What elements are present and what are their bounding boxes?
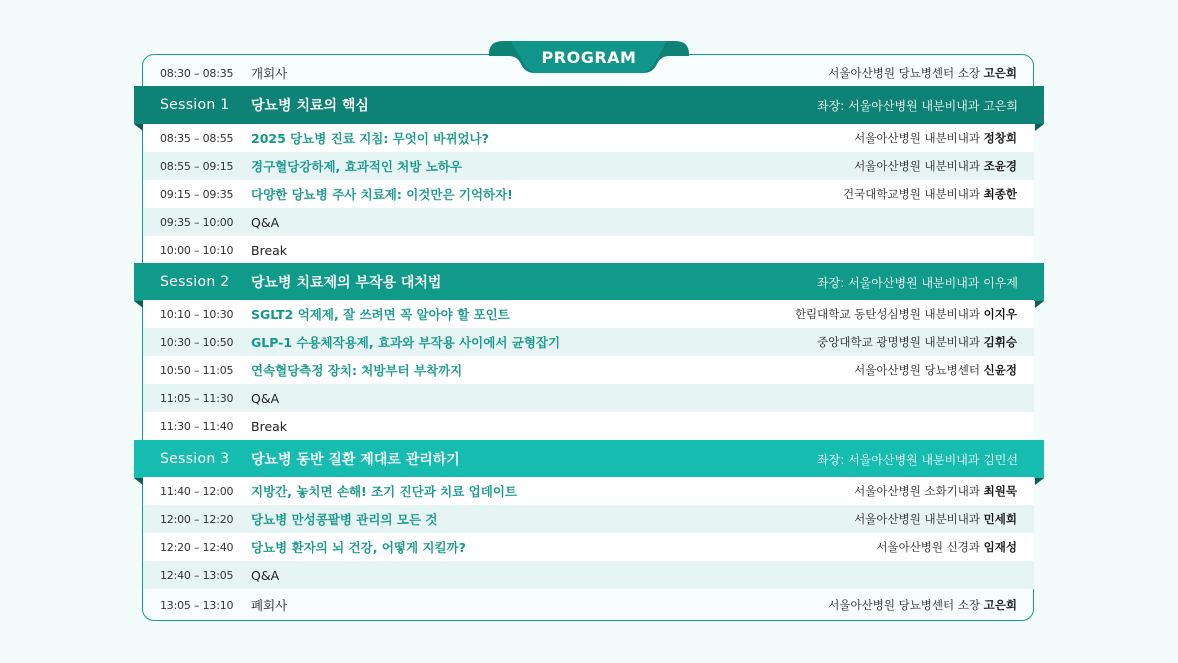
table-row: [143, 236, 1034, 264]
row-title: Break: [251, 418, 288, 434]
ribbon-fold: [1035, 301, 1044, 308]
row-title: Break: [251, 242, 288, 258]
closing-row: [143, 591, 1034, 619]
row-time: 12:00 – 12:20: [160, 512, 234, 526]
row-title: 다양한 당뇨병 주사 치료제: 이것만은 기억하자!: [251, 187, 513, 202]
row-time: 08:30 – 08:35: [160, 66, 234, 80]
program-tab-label: PROGRAM: [541, 48, 637, 67]
row-title: 연속혈당측정 장치: 처방부터 부착까지: [251, 363, 463, 378]
row-time: 13:05 – 13:10: [160, 598, 234, 612]
row-title: 개회사: [251, 66, 288, 81]
table-row: [143, 328, 1034, 356]
session-chair: 좌장: 서울아산병원 내분비내과 고은희: [817, 98, 1018, 113]
table-row: [143, 384, 1034, 412]
table-row: [143, 300, 1034, 328]
ribbon-fold: [134, 124, 143, 131]
table-row: [143, 412, 1034, 440]
ribbon-fold: [134, 478, 143, 485]
row-speaker: 서울아산병원 소화기내과 최원묵: [854, 484, 1017, 498]
row-speaker: 한림대학교 동탄성심병원 내분비내과 이지우: [794, 307, 1017, 321]
table-row: [143, 477, 1034, 505]
table-row: [143, 505, 1034, 533]
row-time: 11:05 – 11:30: [160, 391, 234, 405]
row-title: Q&A: [251, 390, 280, 406]
table-row: [143, 152, 1034, 180]
row-speaker: 서울아산병원 내분비내과 민세희: [854, 512, 1017, 526]
row-time: 09:35 – 10:00: [160, 215, 234, 229]
session-1-header: [134, 86, 1044, 124]
row-title: 당뇨병 만성콩팥병 관리의 모든 것: [251, 512, 438, 527]
row-speaker: 서울아산병원 신경과 임재성: [876, 540, 1017, 554]
table-row: [143, 356, 1034, 384]
row-time: 11:30 – 11:40: [160, 419, 234, 433]
row-title: SGLT2 억제제, 잘 쓰려면 꼭 알아야 할 포인트: [251, 307, 510, 322]
table-row: [143, 561, 1034, 589]
row-title: Q&A: [251, 214, 280, 230]
row-title: Q&A: [251, 567, 280, 583]
row-speaker: 서울아산병원 당뇨병센터 소장 고은희: [828, 598, 1017, 612]
row-speaker: 건국대학교병원 내분비내과 최종한: [843, 187, 1017, 201]
row-speaker: 서울아산병원 당뇨병센터 소장 고은희: [828, 66, 1017, 80]
row-time: 11:40 – 12:00: [160, 484, 234, 498]
session-title: 당뇨병 치료제의 부작용 대처법: [251, 275, 442, 291]
session-chair: 좌장: 서울아산병원 내분비내과 이우제: [817, 275, 1018, 290]
row-speaker: 서울아산병원 내분비내과 조윤경: [854, 159, 1017, 173]
opening-row: [143, 59, 1034, 87]
row-speaker: 서울아산병원 내분비내과 정창희: [854, 131, 1017, 145]
row-time: 10:00 – 10:10: [160, 243, 234, 257]
table-row: [143, 124, 1034, 152]
row-time: 09:15 – 09:35: [160, 187, 234, 201]
row-title: 당뇨병 환자의 뇌 건강, 어떻게 지킬까?: [251, 540, 466, 555]
session-title: 당뇨병 동반 질환 제대로 관리하기: [251, 452, 460, 468]
ribbon-fold: [1035, 478, 1044, 485]
row-time: 12:40 – 13:05: [160, 568, 234, 582]
row-title: 폐회사: [251, 598, 288, 613]
session-title: 당뇨병 치료의 핵심: [251, 98, 369, 114]
row-time: 10:30 – 10:50: [160, 335, 234, 349]
row-title: 지방간, 놓치면 손해! 조기 진단과 치료 업데이트: [251, 484, 517, 499]
ribbon-fold: [1035, 124, 1044, 131]
session-label: Session 2: [160, 274, 230, 290]
session-chair: 좌장: 서울아산병원 내분비내과 김민선: [817, 452, 1018, 467]
row-speaker: 중앙대학교 광명병원 내분비내과 김휘승: [817, 335, 1017, 349]
session-3-header: [134, 440, 1044, 478]
ribbon-fold: [134, 301, 143, 308]
row-speaker: 서울아산병원 당뇨병센터 신윤정: [854, 363, 1017, 377]
row-title: 경구혈당강하제, 효과적인 처방 노하우: [251, 159, 463, 174]
row-time: 08:35 – 08:55: [160, 131, 234, 145]
table-row: [143, 533, 1034, 561]
row-title: 2025 당뇨병 진료 지침: 무엇이 바뀌었나?: [251, 131, 489, 146]
row-time: 10:50 – 11:05: [160, 363, 234, 377]
row-time: 08:55 – 09:15: [160, 159, 234, 173]
table-row: [143, 208, 1034, 236]
table-row: [143, 180, 1034, 208]
session-2-header: [134, 263, 1044, 301]
session-label: Session 1: [160, 97, 230, 113]
row-time: 10:10 – 10:30: [160, 307, 234, 321]
session-label: Session 3: [160, 451, 230, 467]
row-time: 12:20 – 12:40: [160, 540, 234, 554]
row-title: GLP-1 수용체작용제, 효과와 부작용 사이에서 균형잡기: [251, 335, 561, 350]
